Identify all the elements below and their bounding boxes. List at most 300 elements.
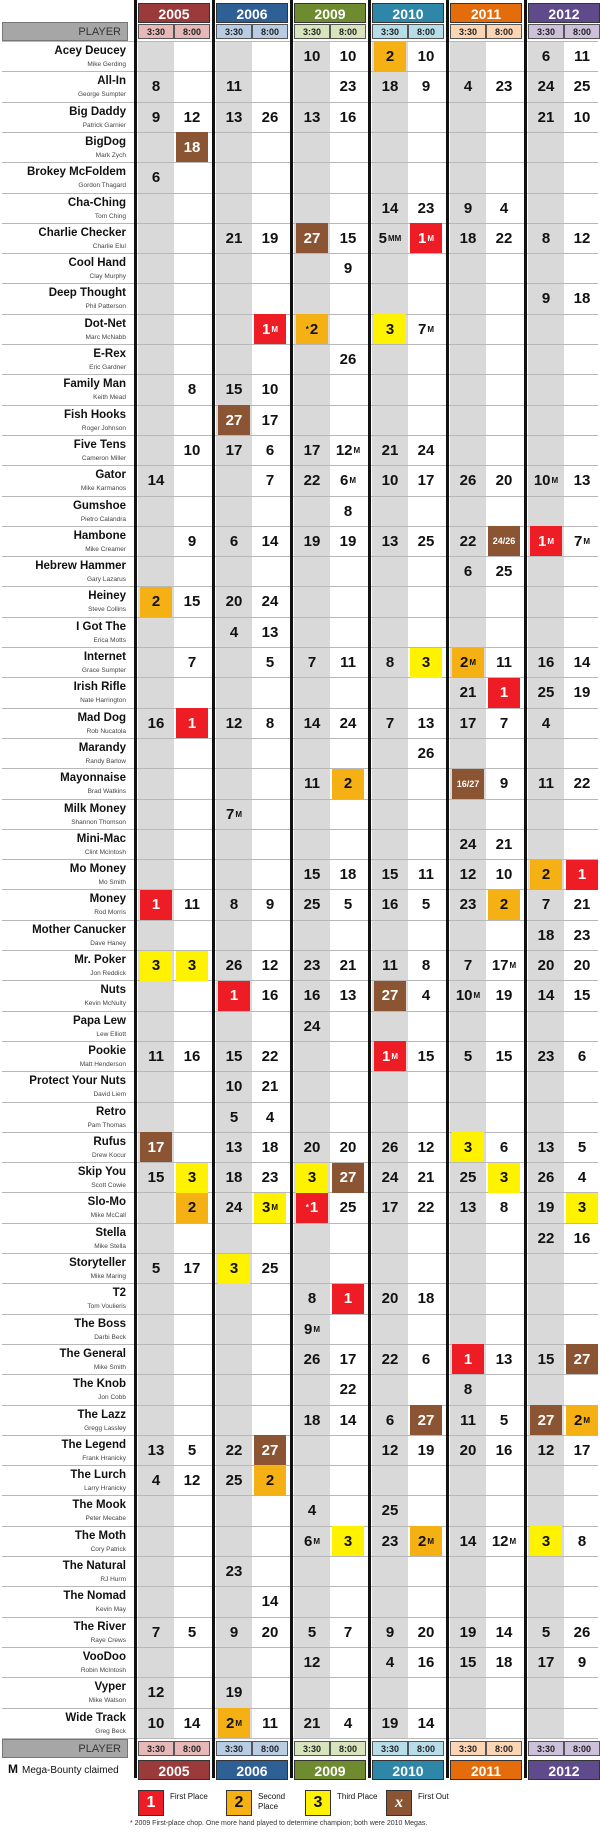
player-alias: Cool Hand (68, 257, 126, 270)
result-cell: 7 (265, 472, 275, 490)
result-cell: 24 (303, 1017, 321, 1035)
result-cell: 7 M (573, 532, 590, 550)
player-alias: Vyper (94, 1681, 126, 1694)
player-alias: Dot-Net (84, 317, 126, 330)
result-cell: 20 (573, 957, 591, 974)
player-alias: Irish Rifle (73, 681, 126, 694)
session-header-2012-0: 3:30 (528, 24, 564, 39)
result-cell: 13 (225, 1138, 243, 1156)
year-header-2005-bottom: 2005 (138, 1760, 210, 1780)
result-cell: 13 (147, 1441, 165, 1459)
result-cell: 1 (176, 708, 208, 738)
result-cell: 11 (538, 775, 554, 793)
result-cell: 7 (343, 1623, 353, 1641)
result-cell: 1 (218, 981, 250, 1011)
result-cell: 12 M (335, 441, 361, 459)
result-cell: 25 (261, 1260, 279, 1277)
player-alias: Storyteller (69, 1257, 126, 1269)
result-cell: 21 (495, 835, 513, 853)
result-cell: 11 (574, 48, 590, 65)
result-cell: 8 (187, 381, 197, 399)
result-cell: 11 (382, 957, 398, 974)
result-cell: 7 (541, 896, 551, 914)
player-real-name: Nate Harrington (80, 697, 126, 705)
result-cell: 27 (566, 1344, 598, 1374)
player-real-name: Charlie Elul (92, 242, 126, 250)
result-cell: 13 (303, 108, 321, 126)
result-cell: 16 (381, 896, 399, 914)
result-cell: 27 (374, 981, 406, 1011)
year-header-2012-top: 2012 (528, 3, 600, 23)
player-alias: The Knob (72, 1378, 126, 1391)
year-header-2012-bottom: 2012 (528, 1760, 600, 1780)
result-cell: 12 (381, 1441, 399, 1459)
result-cell: 3 (140, 951, 172, 981)
session-header-2006-1: 8:00 (252, 1741, 288, 1756)
result-cell: 25 (381, 1502, 399, 1520)
result-cell: 8 (343, 502, 353, 520)
result-cell: 24 (459, 835, 477, 853)
player-alias: Heiney (88, 590, 126, 603)
result-cell: 13 (459, 1199, 477, 1217)
result-cell: 2 M (566, 1405, 598, 1435)
result-cell: 24 (537, 78, 555, 96)
result-cell: 13 (573, 472, 591, 490)
row-divider (2, 374, 598, 375)
result-cell: 20 (417, 1623, 435, 1641)
result-cell: 18 (459, 229, 477, 247)
result-cell: 17 (573, 1441, 591, 1459)
result-cell: 11 (418, 866, 434, 884)
player-column-header-bottom: PLAYER (2, 1739, 128, 1758)
session-header-2005-0: 3:30 (138, 24, 174, 39)
result-cell: 6 (541, 48, 551, 65)
result-cell: 2 (140, 587, 172, 617)
player-alias: The Legend (61, 1438, 126, 1451)
result-cell: 26 (381, 1138, 399, 1156)
result-cell: 10 (339, 48, 357, 65)
player-real-name: Matt Henderson (79, 1060, 126, 1068)
result-cell: 10 (417, 48, 435, 65)
result-cell: 1 M (374, 1041, 406, 1071)
player-alias: I Got The (76, 620, 126, 633)
player-column-header-top: PLAYER (2, 22, 128, 41)
result-cell: 19 (303, 532, 321, 550)
result-cell: 17 (140, 1132, 172, 1162)
result-cell: 9 (421, 78, 431, 96)
session-header-2005-0: 3:30 (138, 1741, 174, 1756)
result-cell: 17 M (491, 957, 517, 974)
session-header-2005-1: 8:00 (174, 1741, 210, 1756)
player-real-name: Phil Patterson (85, 303, 126, 311)
result-cell: 15 (495, 1047, 513, 1065)
result-cell: 3 (218, 1254, 250, 1284)
legend-mega: M Mega-Bounty claimed (8, 1762, 119, 1776)
result-cell: 4 (541, 714, 551, 732)
player-real-name: Brad Watkins (87, 788, 126, 796)
result-cell: 15 (537, 1350, 555, 1368)
result-cell: 8 (151, 78, 161, 96)
result-cell: 2 (488, 890, 520, 920)
result-cell: * 2 (296, 314, 328, 344)
legend-label: Third Place (337, 1792, 378, 1801)
result-cell: 17 (261, 411, 279, 429)
row-divider (2, 920, 598, 921)
result-cell: 26 (339, 351, 357, 368)
result-cell: 3 (452, 1132, 484, 1162)
result-cell: 7 (151, 1623, 161, 1641)
result-cell: 9 (499, 775, 509, 793)
player-alias: Charlie Checker (38, 226, 126, 239)
result-cell: 18 (261, 1138, 279, 1156)
result-cell: 7 (307, 654, 317, 671)
result-cell: 21 (381, 441, 399, 459)
player-alias: The General (59, 1347, 126, 1360)
player-real-name: David Liem (93, 1091, 126, 1099)
result-cell: 16 (573, 1229, 591, 1247)
player-real-name: Marc McNabb (85, 333, 126, 341)
result-cell: 14 (495, 1623, 513, 1641)
result-cell: 5 (187, 1623, 197, 1641)
player-alias: Pookie (88, 1044, 126, 1057)
player-real-name: Rob Nucatola (86, 727, 126, 735)
result-cell: 20 (537, 957, 555, 974)
player-real-name: Robin McIntosh (80, 1666, 126, 1674)
legend-label: First Place (170, 1792, 208, 1801)
result-cell: 6 (463, 563, 473, 581)
result-cell: 18 (537, 926, 555, 944)
result-cell: 3 (296, 1163, 328, 1193)
result-cell: 13 (225, 108, 243, 126)
player-real-name: Mike Stella (94, 1242, 126, 1250)
player-alias: Five Tens (73, 438, 126, 451)
result-cell: 15 (459, 1653, 477, 1671)
player-alias: The Moth (74, 1529, 126, 1542)
result-cell: 9 (541, 290, 551, 308)
result-cell: 15 (381, 866, 399, 884)
session-header-2011-0: 3:30 (450, 24, 486, 39)
result-cell: 27 (254, 1435, 286, 1465)
result-cell: 11 (340, 654, 356, 671)
result-cell: 11 (148, 1047, 164, 1065)
result-cell: 2 (374, 42, 406, 72)
result-cell: 22 (339, 1381, 357, 1399)
year-separator (212, 0, 215, 1778)
result-cell: 27 (296, 223, 328, 253)
result-cell: 21 (417, 1169, 435, 1187)
result-cell: 7 M (225, 805, 242, 823)
player-real-name: Patrick Garnier (82, 121, 126, 129)
result-cell: 26 (573, 1623, 591, 1641)
result-cell: 6 M (339, 472, 356, 490)
result-cell: 8 (229, 896, 239, 914)
player-alias: Nuts (100, 984, 126, 997)
session-header-2006-0: 3:30 (216, 1741, 252, 1756)
result-cell: 19 (225, 1684, 243, 1702)
result-cell: 1 M (530, 526, 562, 556)
result-cell: 24 (261, 593, 279, 611)
result-cell: 16 (417, 1653, 435, 1671)
result-cell: 12 (303, 1653, 321, 1671)
player-real-name: Cameron Miller (81, 454, 126, 462)
result-cell: 1 (332, 1284, 364, 1314)
result-cell: 10 (573, 108, 591, 126)
player-real-name: Clint McIntosh (84, 848, 126, 856)
year-separator (134, 0, 137, 1778)
year-header-2011-bottom: 2011 (450, 1760, 522, 1780)
player-real-name: RJ Hurm (100, 1576, 126, 1583)
result-cell: 17 (459, 714, 477, 732)
result-cell: 7 (385, 714, 395, 732)
result-cell: 23 (339, 78, 357, 96)
player-alias: Gator (95, 469, 126, 482)
player-real-name: Gregg Lassley (84, 1424, 126, 1432)
result-cell: 12 (261, 957, 279, 974)
result-cell: 12 (183, 1472, 201, 1490)
result-cell: 23 (303, 957, 321, 974)
result-cell: 22 (225, 1441, 243, 1459)
year-header-2009-top: 2009 (294, 3, 366, 23)
result-cell: * 1 (296, 1193, 328, 1223)
result-cell: 19 (573, 684, 591, 702)
result-cell: 26 (225, 957, 243, 974)
player-alias: Retro (95, 1105, 126, 1118)
player-alias: All-In (97, 75, 126, 88)
result-cell: 8 (541, 229, 551, 247)
result-cell: 18 (303, 1411, 321, 1429)
result-cell: 5 (577, 1138, 587, 1156)
result-cell: 11 (496, 654, 512, 671)
session-header-2011-0: 3:30 (450, 1741, 486, 1756)
row-divider (2, 1253, 598, 1254)
player-real-name: Tom Ching (94, 212, 126, 220)
result-cell: 2 (176, 1193, 208, 1223)
result-cell: 6 (499, 1138, 509, 1156)
result-cell: 16 (537, 654, 555, 671)
player-real-name: Mike Karmanos (80, 485, 126, 493)
result-cell: 8 (265, 714, 275, 732)
result-cell: 12 M (491, 1532, 517, 1550)
row-divider (2, 162, 598, 163)
result-cell: 9 (577, 1653, 587, 1671)
result-cell: 8 (421, 957, 431, 974)
result-cell: 14 (573, 654, 591, 671)
result-cell: 18 (225, 1169, 243, 1187)
session-header-2010-0: 3:30 (372, 24, 408, 39)
result-cell: 23 (381, 1532, 399, 1550)
result-cell: 18 (417, 1290, 435, 1308)
player-alias: BigDog (85, 135, 126, 148)
result-cell: 25 (573, 78, 591, 96)
result-cell: 21 (537, 108, 555, 126)
result-cell: 14 (339, 1411, 357, 1429)
player-alias: Acey Deucey (54, 45, 126, 57)
result-cell: 4 (229, 623, 239, 641)
player-real-name: Mike Maring (90, 1273, 126, 1280)
result-cell: 6 M (303, 1532, 320, 1550)
result-cell: 16 (183, 1047, 201, 1065)
result-cell: 24/26 (488, 526, 520, 556)
result-cell: 3 (488, 1163, 520, 1193)
result-cell: 27 (410, 1405, 442, 1435)
result-cell: 14 (459, 1532, 477, 1550)
player-real-name: Tom Voulieris (87, 1303, 126, 1311)
year-header-2010-bottom: 2010 (372, 1760, 444, 1780)
result-cell: 9 (187, 532, 197, 550)
player-real-name: Shannon Thomson (71, 818, 126, 826)
result-cell: 15 (417, 1047, 435, 1065)
result-cell: 25 (495, 563, 513, 581)
player-alias: Milk Money (64, 802, 126, 815)
result-cell: 20 (303, 1138, 321, 1156)
result-cell: 17 (537, 1653, 555, 1671)
result-cell: 16 (303, 987, 321, 1005)
player-alias: E-Rex (93, 348, 126, 360)
result-cell: 3 M (254, 1193, 286, 1223)
result-cell: 9 M (303, 1320, 320, 1338)
result-cell: 11 (184, 896, 200, 914)
player-real-name: Gary Lazarus (86, 576, 126, 584)
player-alias: Family Man (63, 378, 126, 391)
result-cell: 5 (307, 1623, 317, 1641)
result-cell: 1 M (410, 223, 442, 253)
result-cell: 23 (261, 1169, 279, 1187)
result-cell: 15 (339, 229, 357, 247)
player-alias: Deep Thought (48, 287, 126, 300)
player-alias: Brokey McFoldem (26, 166, 126, 179)
result-cell: 13 (537, 1138, 555, 1156)
player-alias: Big Daddy (69, 105, 126, 118)
result-cell: 2 M (410, 1526, 442, 1556)
session-header-2012-1: 8:00 (564, 24, 600, 39)
player-real-name: Frank Hranicky (82, 1454, 126, 1462)
result-cell: 4 (151, 1472, 161, 1490)
legend-swatch-second-place: 2 (226, 1790, 252, 1816)
player-alias: The Nomad (63, 1590, 126, 1603)
result-cell: 12 (537, 1441, 555, 1459)
result-cell: 16 (261, 987, 279, 1005)
player-real-name: Kevin May (95, 1606, 126, 1614)
player-real-name: Jon Reddick (90, 970, 126, 977)
player-real-name: Erica Motts (93, 636, 126, 644)
result-cell: 8 (307, 1290, 317, 1308)
result-cell: 1 (566, 860, 598, 890)
player-real-name: Dave Haney (90, 939, 126, 947)
result-cell: 7 (463, 957, 473, 974)
result-cell: 4 (343, 1714, 353, 1732)
result-cell: 20 (381, 1290, 399, 1308)
result-cell: 8 (499, 1199, 509, 1217)
result-cell: 12 (183, 108, 201, 126)
player-real-name: Gordon Thagard (78, 182, 126, 190)
session-header-2011-1: 8:00 (486, 24, 522, 39)
result-cell: 12 (417, 1138, 435, 1156)
result-cell: 15 (183, 593, 201, 611)
player-alias: The Natural (62, 1560, 126, 1572)
result-cell: 2 (530, 860, 562, 890)
result-cell: 10 (225, 1078, 243, 1096)
player-alias: The Mook (72, 1499, 126, 1512)
player-alias: Papa Lew (72, 1014, 126, 1027)
row-divider (2, 1586, 598, 1587)
footnote: * 2009 First-place chop. One more hand played to determine champion; both were 2010 Megas. (130, 1820, 428, 1827)
session-header-2005-1: 8:00 (174, 24, 210, 39)
session-header-2006-0: 3:30 (216, 24, 252, 39)
result-cell: 11 (262, 1714, 278, 1732)
row-divider (2, 1102, 598, 1103)
result-cell: 14 (261, 532, 279, 550)
player-real-name: Drew Kocur (92, 1151, 126, 1159)
legend-label: Second Place (258, 1792, 286, 1811)
session-header-2012-0: 3:30 (528, 1741, 564, 1756)
result-cell: 3 (410, 648, 442, 678)
result-cell: 6 (385, 1411, 395, 1429)
result-cell: 24 (417, 441, 435, 459)
result-cell: 10 (147, 1714, 165, 1732)
result-cell: 5 (421, 896, 431, 914)
player-real-name: Kevin McNulty (84, 1000, 126, 1008)
result-cell: 26 (417, 744, 435, 762)
player-real-name: Roger Johnson (81, 424, 126, 432)
player-alias: Internet (83, 651, 126, 663)
result-cell: 3 (332, 1526, 364, 1556)
player-alias: VooDoo (82, 1650, 126, 1663)
row-divider (2, 132, 598, 133)
player-alias: Hambone (73, 529, 126, 542)
year-header-2009-bottom: 2009 (294, 1760, 366, 1780)
result-cell: 7 M (417, 320, 434, 338)
result-cell: 21 (261, 1078, 279, 1096)
result-cell: 6 (151, 169, 161, 187)
result-cell: 5 (541, 1623, 551, 1641)
result-cell: 25 (537, 684, 555, 702)
year-header-2011-top: 2011 (450, 3, 522, 23)
result-cell: 23 (573, 926, 591, 944)
result-cell: 23 (225, 1563, 243, 1580)
result-cell: 27 (218, 405, 250, 435)
result-cell: 10 (495, 866, 513, 884)
result-cell: 17 (381, 1199, 399, 1217)
session-header-2009-0: 3:30 (294, 24, 330, 39)
result-cell: 22 (573, 775, 591, 793)
result-cell: 5 (343, 896, 353, 914)
result-cell: 11 (226, 78, 242, 96)
player-real-name: Clay Murphy (89, 273, 126, 281)
player-alias: Marandy (78, 741, 126, 754)
result-cell: 10 (183, 441, 201, 459)
session-header-2010-0: 3:30 (372, 1741, 408, 1756)
result-cell: 15 (303, 866, 321, 884)
player-alias: Protect Your Nuts (29, 1075, 126, 1088)
year-separator (446, 0, 449, 1778)
legend-swatch-first-place: 1 (138, 1790, 164, 1816)
player-real-name: Cory Patrick (90, 1545, 126, 1553)
result-cell: 16 (495, 1441, 513, 1459)
result-cell: 1 M (254, 314, 286, 344)
result-cell: 12 (459, 866, 477, 884)
result-cell: 20 (339, 1138, 357, 1156)
result-cell: 18 (495, 1653, 513, 1671)
player-real-name: Peter Mecabe (85, 1515, 126, 1523)
player-real-name: Lew Elliott (96, 1030, 126, 1038)
result-cell: 11 (304, 775, 320, 793)
result-cell: 23 (495, 78, 513, 96)
player-alias: Fish Hooks (64, 408, 126, 421)
session-header-2010-1: 8:00 (408, 1741, 444, 1756)
result-cell: 3 (566, 1193, 598, 1223)
player-real-name: Keith Mead (93, 394, 126, 402)
row-divider (2, 405, 598, 406)
